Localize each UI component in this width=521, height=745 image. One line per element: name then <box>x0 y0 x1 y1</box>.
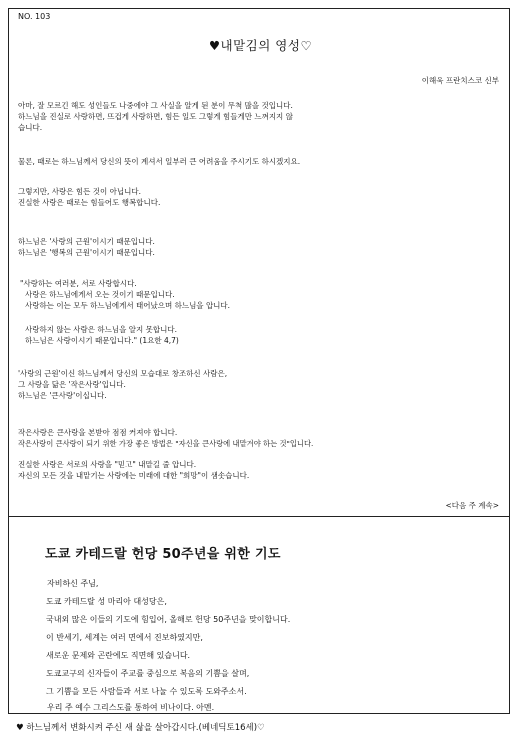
prayer-line: 새로운 문제와 곤란에도 직면해 있습니다. <box>46 651 191 660</box>
article-author: 이해욱 프란치스코 신부 <box>421 76 499 85</box>
body-line: 하느님을 진실로 사랑하면, 뜨겁게 사랑하면, 힘든 일도 그렇게 힘들게만 느껴지지 않 <box>18 112 293 121</box>
prayer-line: 그 기쁨을 모든 사람들과 서로 나눌 수 있도록 도와주소서. <box>46 687 247 696</box>
quote-line: "사랑하는 여러분, 서로 사랑합시다. <box>20 279 137 288</box>
body-line: 하느님은 '큰사랑'이십니다. <box>18 391 107 400</box>
continued-note: <다음 주 계속> <box>445 501 499 510</box>
section-divider <box>8 516 510 517</box>
footer-quote: ♥ 하느님께서 변화시켜 주신 새 삶을 살아갑시다.(베네딕토16세)♡ <box>16 723 265 733</box>
prayer-line: 국내외 많은 이들의 기도에 힘입어, 올해로 헌당 50주년을 맞이합니다. <box>46 615 291 624</box>
body-line: 진실한 사랑은 서로의 사랑을 "믿고" 내맡길 줄 압니다. <box>18 460 197 469</box>
prayer-title: 도쿄 카테드랄 헌당 50주년을 위한 기도 <box>45 547 281 562</box>
issue-number: NO. 103 <box>18 12 51 21</box>
body-line: 작은사랑이 큰사랑이 되기 위한 가장 좋은 방법은 "자신을 큰사랑에 내맡겨야 하는 것"입니다. <box>18 439 314 448</box>
body-line: 그렇지만, 사랑은 힘든 것이 아닙니다. <box>18 187 141 196</box>
body-line: 습니다. <box>18 123 43 132</box>
prayer-line: 도쿄 카테드랄 성 마리아 대성당은, <box>46 597 167 606</box>
article-title: ♥내맡김의 영성♡ <box>208 38 313 53</box>
quote-line: 사랑하는 이는 모두 하느님에게서 태어났으며 하느님을 압니다. <box>25 301 231 310</box>
quote-line: 하느님은 사랑이시기 때문입니다." (1요한 4,7) <box>25 336 179 345</box>
prayer-line: 이 반세기, 세계는 여러 면에서 진보하였지만, <box>46 633 203 642</box>
body-line: 작은사랑은 큰사랑을 본받아 점점 커져야 합니다. <box>18 428 178 437</box>
prayer-line: 자비하신 주님, <box>47 579 99 588</box>
body-line: 물론, 때로는 하느님께서 당신의 뜻이 계셔서 일부러 큰 어려움을 주시기도 하시겠지요. <box>18 157 301 166</box>
body-line: 그 사랑을 닮은 '작은사랑'입니다. <box>18 380 126 389</box>
body-line: '사랑의 근원'이신 하느님께서 당신의 모습대로 창조하신 사람은, <box>18 369 228 378</box>
body-line: 하느님은 '사랑의 근원'이시기 때문입니다. <box>18 237 155 246</box>
prayer-line: 도쿄교구의 신자들이 주교를 중심으로 복음의 기쁨을 살며, <box>46 669 250 678</box>
body-line: 하느님은 '행복의 근원'이시기 때문입니다. <box>18 248 155 257</box>
quote-line: 사랑은 하느님에게서 오는 것이기 때문입니다. <box>25 290 175 299</box>
body-line: 아마, 잘 모르긴 해도 성인들도 나중에야 그 사실을 알게 된 분이 무척 많을 것입니다. <box>18 101 293 110</box>
body-line: 자신의 모든 것을 내맡기는 사랑에는 미래에 대한 "희망"이 샘솟습니다. <box>18 471 250 480</box>
body-line: 진실한 사랑은 때로는 힘들어도 행복합니다. <box>18 198 161 207</box>
quote-line: 사랑하지 않는 사람은 하느님을 알지 못합니다. <box>25 325 177 334</box>
prayer-line: 우리 주 예수 그리스도를 통하여 비나이다. 아멘. <box>47 703 215 712</box>
